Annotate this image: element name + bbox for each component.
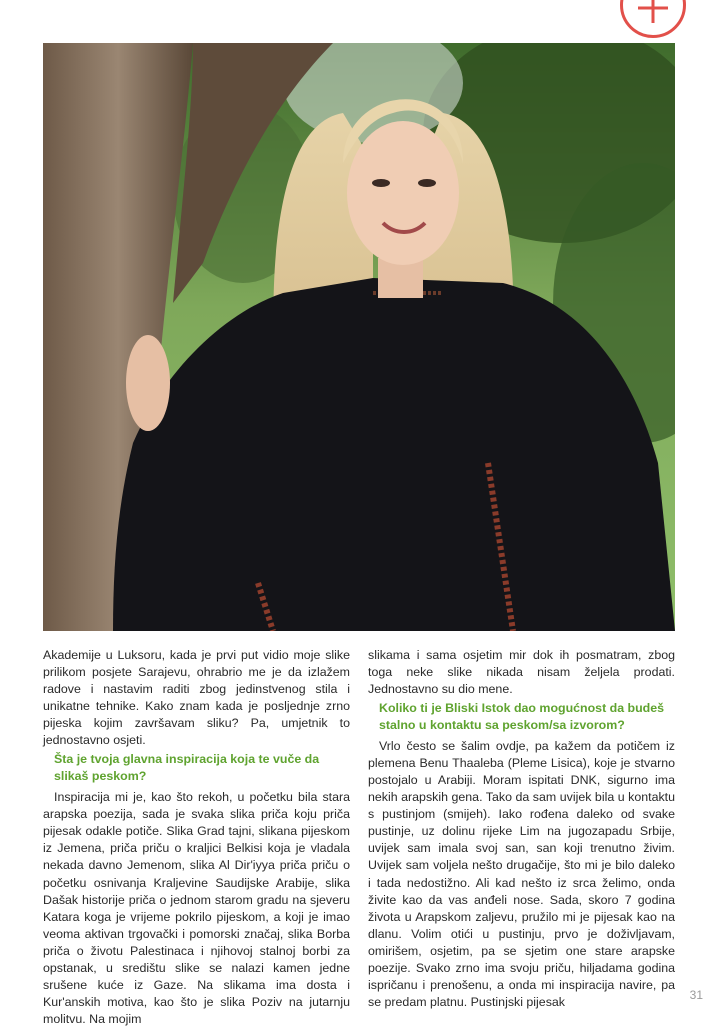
article-photo: [43, 43, 675, 631]
interview-question: Koliko ti je Bliski Istok dao mogućnost da budeš stalno u kontaktu sa peskom/sa izvorom?: [379, 701, 665, 733]
page-number: 31: [689, 988, 703, 1002]
interview-question: Šta je tvoja glavna inspiracija koja te vuče da slikaš peskom?: [54, 752, 320, 784]
add-button[interactable]: [620, 0, 686, 38]
paragraph: Akademije u Luksoru, kada je prvi put vidio moje slike prilikom posjete Sarajevu, ohrabrio me je da izlažem radove i nastavim raditi zbog jedinstvenog stila i unikatne tehnike. Kako znam kada je posljednje zrno pijeska kojim završavam sliku? Pa, umjetnik to jednostavno osjeti.: [43, 648, 350, 748]
paragraph: Vrlo često se šalim ovdje, pa kažem da potičem iz plemena Benu Thaaleba (Pleme Lisica), koje je stvarno postojalo u Arabiji. Moram ispitati DNK, sigurno ima nekih arapskih gena. Tako da sam uvijek bila u kontaktu s pustinjom (smijeh). Iako rođena daleko od svake pustinje, uz dolinu rijeke Lim na jugozapadu Srbije, uvijek sam imala svoj san, san koji trenutno živim. Uvijek sam voljela nešto drugačije, što mi je bilo daleko i tada nedostižno. Ali kad nešto iz srca želimo, onda živite kao da vas anđeli nose. Sada, skoro 7 godina života u Arapskom zaljevu, pružilo mi je pijesak kao na dlanu. Volim otići u pustinju, prvo je doživljavam, omirišem, osjetim, pa se sjetim one stare arapske poezije. Svako zrno ima svoju priču, hiljadama godina ispričanu i prenošenu, a onda mi inspiracija navire, pa se predam platnu. Pustinjski pijesak: [368, 739, 675, 1009]
article-column-left: [43, 647, 350, 1028]
portrait-illustration: [43, 43, 675, 631]
paragraph: slikama i sama osjetim mir dok ih posmatram, zbog toga neke slike nikada nisam željela prodati. Jednostavno su dio mene.: [368, 648, 675, 697]
article-column-right: [368, 647, 675, 1011]
paragraph: Inspiracija mi je, kao što rekoh, u početku bila stara arapska poezija, sada je svaka slika priča koju priča pijesak odakle potiče. Slika Grad tajni, slikana pijeskom iz Jemena, priča priču o kraljici Belkisi koja je vladala nekada davno Jemenom, slika Al Dir'iyya priča priču o početku osnivanja Kraljevine Saudijske Arabije, slika Dašak historije priča o jednom starom gradu na sjeveru Katara koga je vrijeme pokrilo pijeskom, a koji je imao veoma aktivan trgovački i pomorski značaj, slika Borba priča o životu Palestinaca i njihovoj stalnoj borbi za opstanak, u središtu slike se nalazi kamen jedne srušene kuće iz Gaze. Na slikama ima dosta i Kur'anskih motiva, kao što je slika Poziv na jutarnju molitvu. Na mojim: [43, 790, 350, 1026]
plus-icon: [623, 0, 683, 35]
